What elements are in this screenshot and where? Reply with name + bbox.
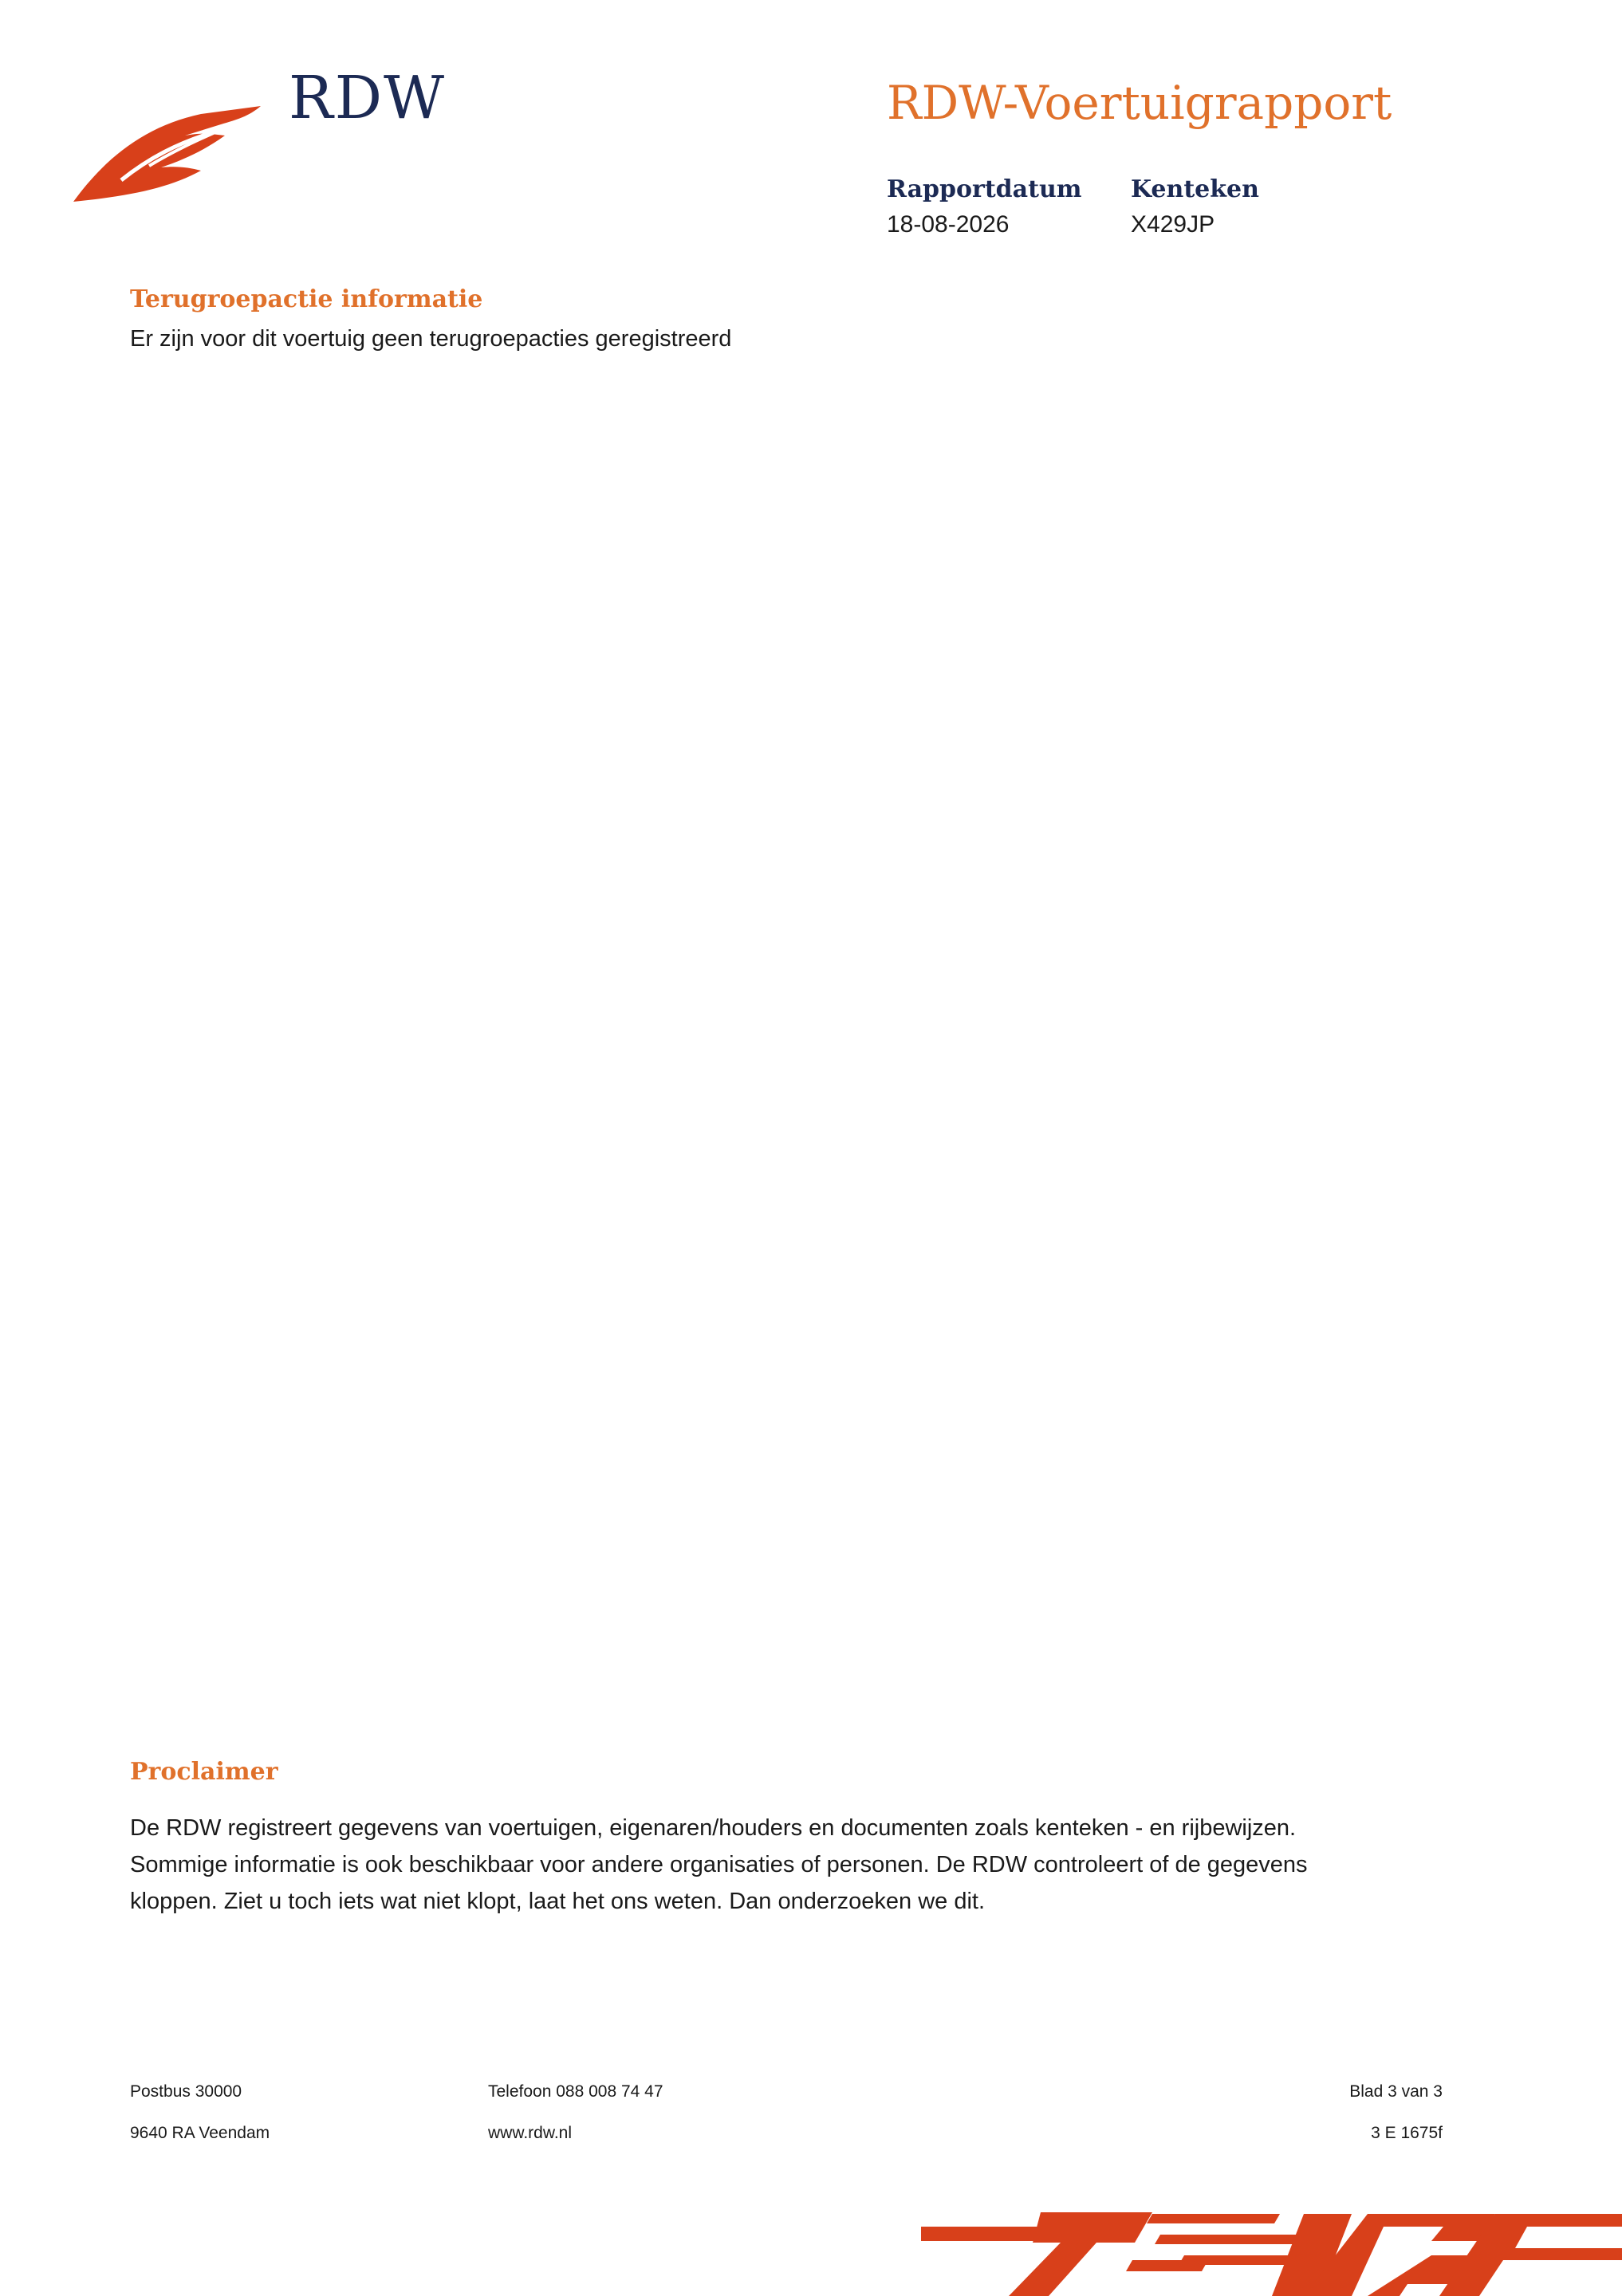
proclaimer-heading: Proclaimer [130,1758,278,1786]
report-date-value: 18-08-2026 [887,211,1010,238]
proclaimer-line: De RDW registreert gegevens van voertuigen, eigenaren/houders en documenten zoals kenteken - en rijbewijzen. [130,1815,1297,1841]
rdw-logo-icon [73,102,265,206]
footer-address-line1: Postbus 30000 [130,2082,242,2101]
footer-address-line2: 9640 RA Veendam [130,2124,270,2142]
license-plate-value: X429JP [1131,211,1215,238]
proclaimer-line: Sommige informatie is ook beschikbaar voor andere organisaties of personen. De RDW controleert of de gegevens [130,1852,1308,1877]
proclaimer-text [130,1810,1565,1920]
logo-text: RDW [289,64,447,132]
footer-page-number: Blad 3 van 3 [1349,2082,1443,2101]
proclaimer-line: kloppen. Ziet u toch iets wat niet klopt, laat het ons weten. Dan onderzoeken we dit. [130,1889,986,1914]
license-plate-label: Kenteken [1131,175,1259,203]
report-date-label: Rapportdatum [887,175,1082,203]
decorative-stripes-icon [921,2204,1622,2296]
footer-document-code: 3 E 1675f [1371,2124,1443,2142]
recall-heading: Terugroepactie informatie [130,285,483,313]
footer-website[interactable]: www.rdw.nl [488,2124,573,2142]
report-title: RDW-Voertuigrapport [887,76,1392,130]
recall-text: Er zijn voor dit voertuig geen terugroepacties geregistreerd [130,326,732,352]
footer-phone: Telefoon 088 008 74 47 [488,2082,663,2101]
